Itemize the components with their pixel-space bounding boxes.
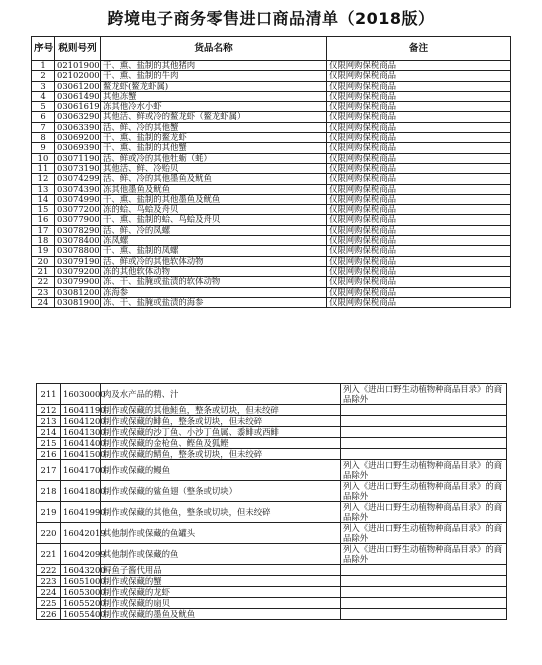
tariff-code-cell: 16041500	[61, 449, 101, 460]
remark-cell: 列入《进出口野生动植物种商品目录》的商品除外	[341, 523, 507, 544]
remark-cell: 仅限网购保税商品	[327, 236, 511, 246]
seq-cell: 213	[37, 416, 61, 427]
goods-name-cell: 冻凤螺	[101, 236, 327, 246]
goods-name-cell: 制作或保藏的沙丁鱼、小沙丁鱼属、黍鲱或西鲱	[101, 427, 341, 438]
remark-cell: 仅限网购保税商品	[327, 297, 511, 307]
remark-cell	[341, 598, 507, 609]
tariff-code-cell: 16051000	[61, 576, 101, 587]
table-row	[37, 565, 507, 576]
goods-name-cell: 冻、干、盐腌或盐渍的软体动物	[101, 277, 327, 287]
table-row	[32, 184, 511, 194]
tariff-code-cell: 03074390	[55, 184, 101, 194]
remark-cell	[341, 405, 507, 416]
seq-cell: 221	[37, 544, 61, 565]
goods-name-cell: 活、鲜、冷的其他墨鱼及鱿鱼	[101, 174, 327, 184]
remark-cell: 仅限网购保税商品	[327, 61, 511, 71]
tariff-code-cell: 16030000	[61, 384, 101, 405]
remark-cell	[341, 576, 507, 587]
remark-cell: 仅限网购保税商品	[327, 277, 511, 287]
goods-name-cell: 干、熏、盐制的其他猪肉	[101, 61, 327, 71]
seq-cell: 218	[37, 481, 61, 502]
remark-cell: 仅限网购保税商品	[327, 246, 511, 256]
table-row	[32, 277, 511, 287]
table-row	[32, 61, 511, 71]
tariff-code-cell: 16043200	[61, 565, 101, 576]
remark-cell: 仅限网购保税商品	[327, 163, 511, 173]
seq-cell: 13	[32, 184, 55, 194]
goods-name-cell: 活、鲜或冷的其他牡蛎（蚝）	[101, 153, 327, 163]
tariff-code-cell: 16055400	[61, 609, 101, 620]
tariff-code-cell: 03074990	[55, 194, 101, 204]
seq-cell: 19	[32, 246, 55, 256]
goods-name-cell: 其他制作或保藏的鱼罐头	[101, 523, 341, 544]
table-row	[32, 246, 511, 256]
seq-cell: 10	[32, 153, 55, 163]
seq-cell: 212	[37, 405, 61, 416]
goods-name-cell: 活、鲜或冷的其他软体动物	[101, 256, 327, 266]
goods-name-cell: 鳌龙虾(鳌龙虾属)	[101, 81, 327, 91]
goods-name-cell: 制作或保藏的金枪鱼、鲣鱼及狐鲣	[101, 438, 341, 449]
table-row	[32, 102, 511, 112]
remark-cell: 仅限网购保税商品	[327, 225, 511, 235]
goods-name-cell: 活、鲜、冷的凤螺	[101, 225, 327, 235]
remark-cell: 仅限网购保税商品	[327, 266, 511, 276]
seq-cell: 215	[37, 438, 61, 449]
table-row	[32, 256, 511, 266]
tariff-code-cell: 03063290	[55, 112, 101, 122]
seq-cell: 9	[32, 143, 55, 153]
table-row	[37, 427, 507, 438]
table-row	[37, 544, 507, 565]
table-row	[37, 481, 507, 502]
seq-cell: 8	[32, 133, 55, 143]
goods-name-cell: 冻的蛤、鸟蛤及舟贝	[101, 205, 327, 215]
table-row	[37, 609, 507, 620]
tariff-code-cell: 16041700	[61, 460, 101, 481]
tariff-code-cell: 03078800	[55, 246, 101, 256]
remark-cell: 仅限网购保税商品	[327, 143, 511, 153]
table-row	[37, 416, 507, 427]
goods-name-cell: 干、熏、盐制的牛肉	[101, 71, 327, 81]
goods-name-cell: 其他活、鲜或冷的鳌龙虾（鳌龙虾属）	[101, 112, 327, 122]
remark-cell: 仅限网购保税商品	[327, 81, 511, 91]
tariff-code-cell: 03081900	[55, 297, 101, 307]
tariff-code-cell: 03063390	[55, 122, 101, 132]
seq-cell: 20	[32, 256, 55, 266]
tariff-code-cell: 03079900	[55, 277, 101, 287]
remark-cell	[341, 587, 507, 598]
table-row	[37, 523, 507, 544]
goods-name-cell: 干、熏、盐制的蛤、鸟蛤及舟贝	[101, 215, 327, 225]
tariff-code-cell: 02101900	[55, 61, 101, 71]
tariff-code-cell: 16055200	[61, 598, 101, 609]
goods-name-cell: 冻海参	[101, 287, 327, 297]
tariff-code-cell: 16041200	[61, 416, 101, 427]
seq-cell: 11	[32, 163, 55, 173]
table-row	[32, 194, 511, 204]
seq-cell: 12	[32, 174, 55, 184]
tariff-code-cell: 03069200	[55, 133, 101, 143]
tariff-code-cell: 03077200	[55, 205, 101, 215]
goods-name-cell: 干、熏、盐制的其他蟹	[101, 143, 327, 153]
remark-cell	[341, 565, 507, 576]
table-row	[37, 438, 507, 449]
seq-cell: 222	[37, 565, 61, 576]
table-row	[32, 225, 511, 235]
seq-cell: 14	[32, 194, 55, 204]
table-row	[37, 587, 507, 598]
header-tariff-code: 税则号列	[55, 37, 101, 61]
seq-cell: 214	[37, 427, 61, 438]
seq-cell: 5	[32, 102, 55, 112]
seq-cell: 216	[37, 449, 61, 460]
seq-cell: 219	[37, 502, 61, 523]
remark-cell	[341, 427, 507, 438]
table-row	[32, 71, 511, 81]
goods-name-cell: 干、熏、盐制的凤螺	[101, 246, 327, 256]
table-row	[32, 215, 511, 225]
remark-cell: 仅限网购保税商品	[327, 153, 511, 163]
goods-name-cell: 冻其他墨鱼及鱿鱼	[101, 184, 327, 194]
table-row	[37, 460, 507, 481]
table-row	[37, 384, 507, 405]
seq-cell: 17	[32, 225, 55, 235]
goods-name-cell: 制作或保藏的墨鱼及鱿鱼	[101, 609, 341, 620]
tariff-code-cell: 16053000	[61, 587, 101, 598]
tariff-code-cell: 03079190	[55, 256, 101, 266]
tariff-code-cell: 03061490	[55, 91, 101, 101]
goods-name-cell: 制作或保藏的龙虾	[101, 587, 341, 598]
seq-cell: 16	[32, 215, 55, 225]
goods-name-cell: 肉及水产品的精、汁	[101, 384, 341, 405]
table-row	[32, 163, 511, 173]
remark-cell: 列入《进出口野生动植物种商品目录》的商品除外	[341, 384, 507, 405]
seq-cell: 7	[32, 122, 55, 132]
table-row	[32, 266, 511, 276]
seq-cell: 3	[32, 81, 55, 91]
table-row	[32, 236, 511, 246]
remark-cell	[341, 438, 507, 449]
table-row	[37, 449, 507, 460]
tariff-code-cell: 03078290	[55, 225, 101, 235]
goods-name-cell: 干、熏、盐制的其他墨鱼及鱿鱼	[101, 194, 327, 204]
tariff-code-cell: 16042099	[61, 544, 101, 565]
goods-name-cell: 制作或保藏的蟹	[101, 576, 341, 587]
tariff-code-cell: 03081200	[55, 287, 101, 297]
remark-cell: 仅限网购保税商品	[327, 102, 511, 112]
goods-name-cell: 冻、干、盐腌或盐渍的海参	[101, 297, 327, 307]
table-row	[32, 122, 511, 132]
table-row	[37, 405, 507, 416]
goods-name-cell: 其他制作或保藏的鱼	[101, 544, 341, 565]
header-goods-name: 货品名称	[101, 37, 327, 61]
seq-cell: 217	[37, 460, 61, 481]
goods-name-cell: 制作或保藏的其他鱼，整条或切块，但未绞碎	[101, 502, 341, 523]
goods-name-cell: 制作或保藏的鲱鱼，整条或切块，但未绞碎	[101, 416, 341, 427]
remark-cell: 仅限网购保税商品	[327, 194, 511, 204]
table-row	[32, 287, 511, 297]
goods-name-cell: 制作或保藏的鲭鱼，整条或切块，但未绞碎	[101, 449, 341, 460]
table-row	[32, 297, 511, 307]
remark-cell	[341, 609, 507, 620]
goods-name-cell: 鲟鱼子酱代用品	[101, 565, 341, 576]
table-row	[32, 81, 511, 91]
tariff-code-cell: 03079200	[55, 266, 101, 276]
table-row	[32, 112, 511, 122]
goods-name-cell: 制作或保藏的鲨鱼翅（整条或切块）	[101, 481, 341, 502]
tariff-code-cell: 03061200	[55, 81, 101, 91]
seq-cell: 21	[32, 266, 55, 276]
goods-name-cell: 干、熏、盐制的鳌龙虾	[101, 133, 327, 143]
remark-cell: 仅限网购保税商品	[327, 205, 511, 215]
table-row	[32, 91, 511, 101]
seq-cell: 226	[37, 609, 61, 620]
remark-cell: 列入《进出口野生动植物种商品目录》的商品除外	[341, 460, 507, 481]
tariff-code-cell: 03069390	[55, 143, 101, 153]
remark-cell: 列入《进出口野生动植物种商品目录》的商品除外	[341, 481, 507, 502]
tariff-code-cell: 16041190	[61, 405, 101, 416]
table-row	[37, 598, 507, 609]
seq-cell: 24	[32, 297, 55, 307]
table-row	[32, 133, 511, 143]
table-row	[37, 502, 507, 523]
goods-name-cell: 制作或保藏的其他鲑鱼，整条或切块，但未绞碎	[101, 405, 341, 416]
remark-cell: 仅限网购保税商品	[327, 174, 511, 184]
remark-cell: 仅限网购保税商品	[327, 287, 511, 297]
seq-cell: 23	[32, 287, 55, 297]
header-seq: 序号	[32, 37, 55, 61]
seq-cell: 1	[32, 61, 55, 71]
seq-cell: 4	[32, 91, 55, 101]
tariff-code-cell: 03073190	[55, 163, 101, 173]
tariff-code-cell: 03071190	[55, 153, 101, 163]
tariff-code-cell: 16041400	[61, 438, 101, 449]
tariff-code-cell: 03078400	[55, 236, 101, 246]
seq-cell: 225	[37, 598, 61, 609]
goods-name-cell: 制作或保藏的扇贝	[101, 598, 341, 609]
remark-cell: 仅限网购保税商品	[327, 71, 511, 81]
table-header-row	[32, 37, 511, 61]
tariff-code-cell: 03074299	[55, 174, 101, 184]
remark-cell: 仅限网购保税商品	[327, 91, 511, 101]
remark-cell: 仅限网购保税商品	[327, 112, 511, 122]
seq-cell: 2	[32, 71, 55, 81]
goods-name-cell: 活、鲜、冷的其他蟹	[101, 122, 327, 132]
import-list-table-1	[31, 36, 511, 308]
goods-name-cell: 其他活、鲜、冷贻贝	[101, 163, 327, 173]
seq-cell: 18	[32, 236, 55, 246]
remark-cell: 仅限网购保税商品	[327, 256, 511, 266]
tariff-code-cell: 16041300	[61, 427, 101, 438]
remark-cell: 仅限网购保税商品	[327, 133, 511, 143]
header-remark: 备注	[327, 37, 511, 61]
tariff-code-cell: 03061619	[55, 102, 101, 112]
remark-cell	[341, 416, 507, 427]
seq-cell: 220	[37, 523, 61, 544]
tariff-code-cell: 16041800	[61, 481, 101, 502]
remark-cell: 仅限网购保税商品	[327, 122, 511, 132]
table-row	[32, 205, 511, 215]
seq-cell: 223	[37, 576, 61, 587]
page-title: 跨境电子商务零售进口商品清单（2018版）	[107, 9, 435, 28]
remark-cell: 仅限网购保税商品	[327, 184, 511, 194]
seq-cell: 211	[37, 384, 61, 405]
tariff-code-cell: 02102000	[55, 71, 101, 81]
table-row	[32, 143, 511, 153]
tariff-code-cell: 16041990	[61, 502, 101, 523]
table-row	[37, 576, 507, 587]
import-list-table-2	[36, 383, 507, 620]
seq-cell: 15	[32, 205, 55, 215]
remark-cell: 列入《进出口野生动植物种商品目录》的商品除外	[341, 502, 507, 523]
tariff-code-cell: 03077900	[55, 215, 101, 225]
remark-cell: 列入《进出口野生动植物种商品目录》的商品除外	[341, 544, 507, 565]
goods-name-cell: 制作或保藏的鳗鱼	[101, 460, 341, 481]
remark-cell: 仅限网购保税商品	[327, 215, 511, 225]
goods-name-cell: 冻其他冷水小虾	[101, 102, 327, 112]
seq-cell: 22	[32, 277, 55, 287]
seq-cell: 6	[32, 112, 55, 122]
goods-name-cell: 冻的其他软体动物	[101, 266, 327, 276]
remark-cell	[341, 449, 507, 460]
goods-name-cell: 其他冻蟹	[101, 91, 327, 101]
table-row	[32, 174, 511, 184]
seq-cell: 224	[37, 587, 61, 598]
table-row	[32, 153, 511, 163]
tariff-code-cell: 16042019	[61, 523, 101, 544]
